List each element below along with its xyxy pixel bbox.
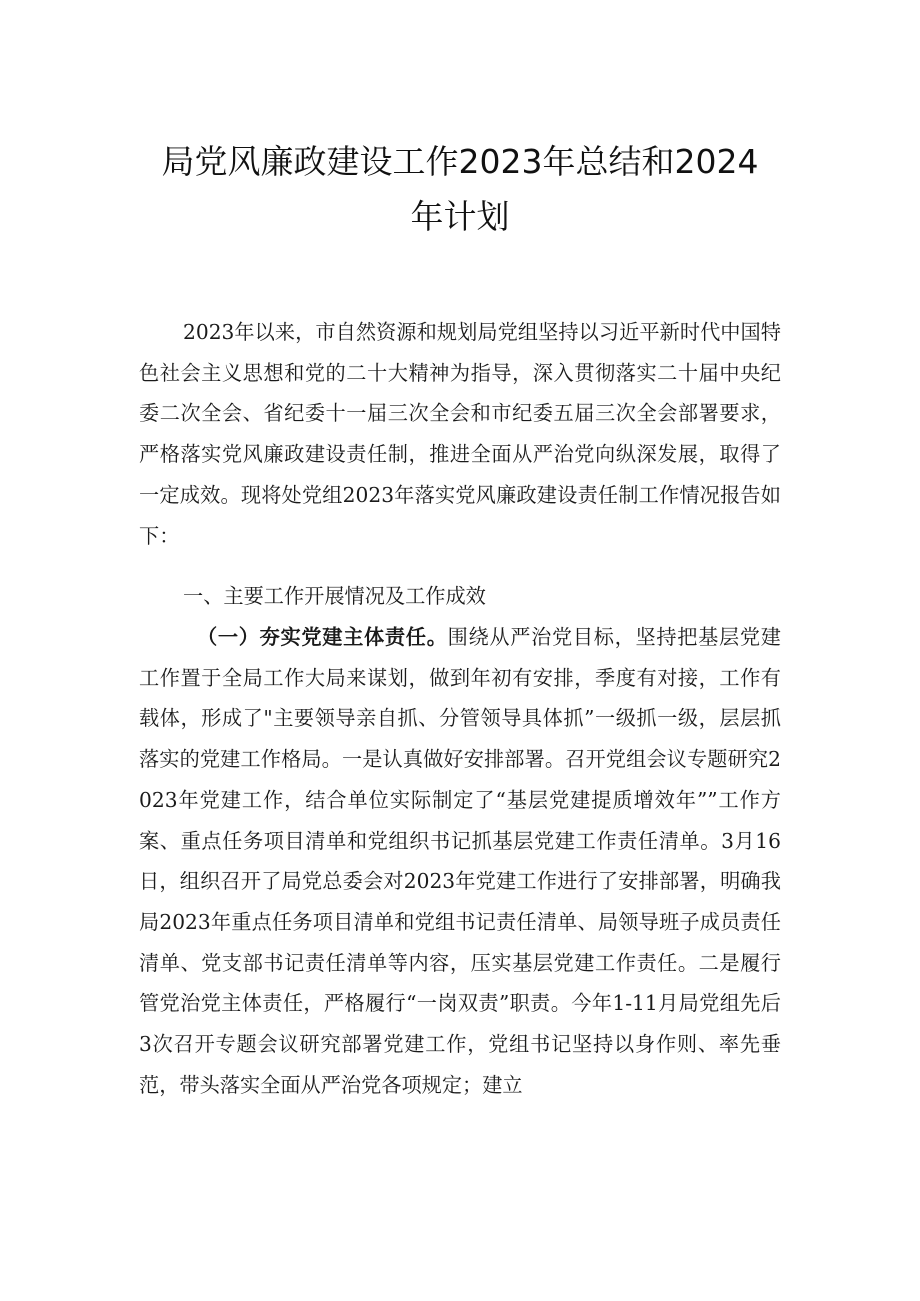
document-title-line-2: 年计划 <box>410 197 510 236</box>
subsection-paragraph <box>139 617 781 1105</box>
intro-paragraph: 2023年以来，市自然资源和规划局党组坚持以习近平新时代中国特色社会主义思想和党的二十大精神为指导，深入贯彻落实二十届中央纪委二次全会、省纪委十一届三次全会和市纪委五届三次全会部署要求，严格落实党风廉政建设责任制，推进全面从严治党向纵深发展，取得了一定成效。现将处党组2023年落实党风廉政建设责任制工作情况报告如下： <box>139 320 781 548</box>
section-heading: 一、主要工作开展情况及工作成效 <box>183 584 486 608</box>
subsection-title: （一）夯实党建主体责任。 <box>197 625 448 649</box>
document-title-line-1: 局党风廉政建设工作2023年总结和2024 <box>161 142 759 181</box>
subsection-body: 围绕从严治党目标，坚持把基层党建工作置于全局工作大局来谋划，做到年初有安排，季度有对接，工作有载体，形成了"主要领导亲自抓、分管领导具体抓”一级抓一级，层层抓落实的党建工作格局。一是认真做好安排部署。召开党组会议专题研究2023年党建工作，结合单位实际制定了“基层党建提质增效年””工作方案、重点任务项目清单和党组织书记抓基层党建工作责任清单。3月16日，组织召开了局党总委会对2023年党建工作进行了安排部署，明确我局2023年重点任务项目清单和党组书记责任清单、局领导班子成员责任清单、党支部书记责任清单等内容，压实基层党建工作责任。二是履行管党治党主体责任，严格履行“一岗双责”职责。今年1-11月局党组先后3次召开专题会议研究部署党建工作，党组书记坚持以身作则、率先垂范，带头落实全面从严治党各项规定；建立 <box>139 625 781 1097</box>
